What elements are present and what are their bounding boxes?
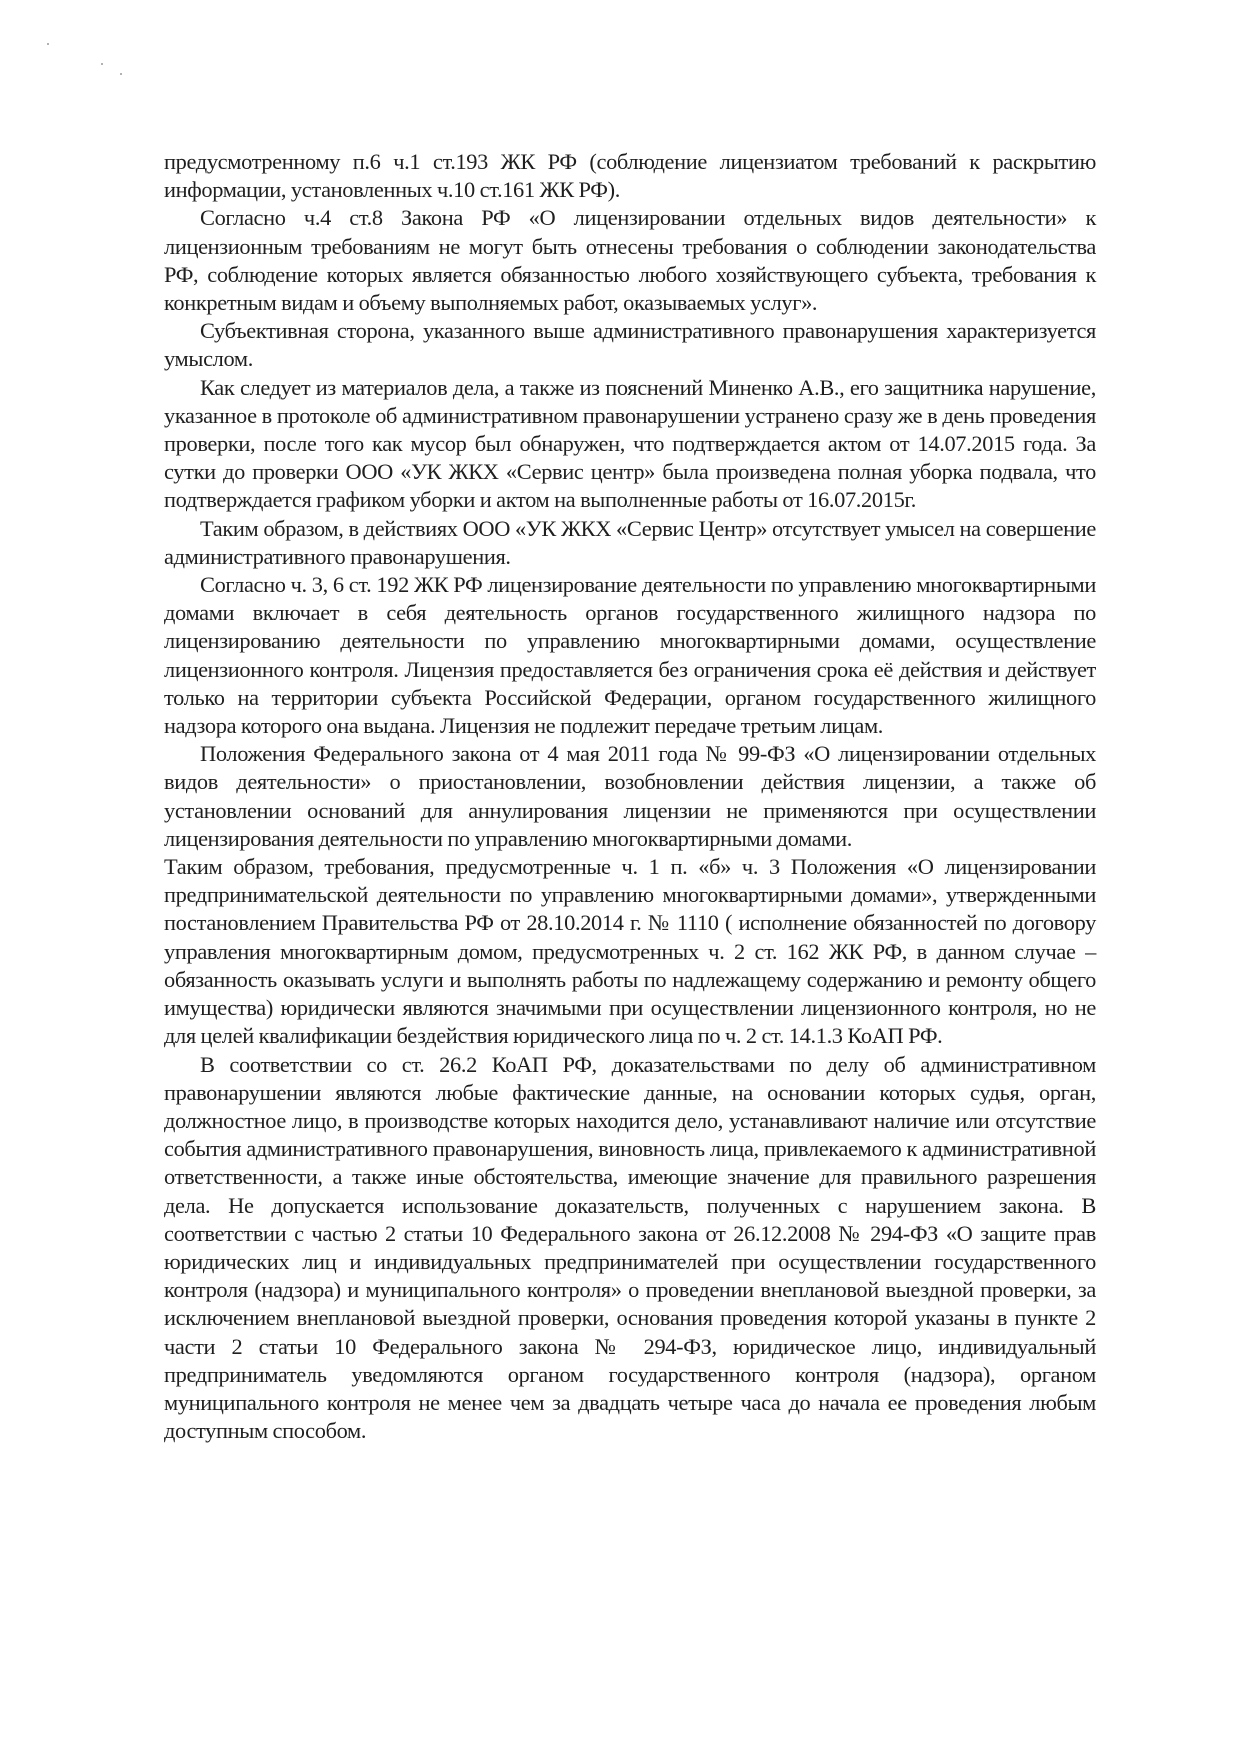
paragraph-2: Согласно ч.4 ст.8 Закона РФ «О лицензировании отдельных видов деятельности» к лицензионным требованиям не могут быть отнесены требования о соблюдении законодательства РФ, соблюдение которых является обязанностью любого хозяйствующего субъекта, требования к конкретным видам и объему выполняемых работ, оказываемых услуг». — [164, 205, 1096, 316]
paragraph-3: Субъективная сторона, указанного выше административного правонарушения характеризуется умыслом. — [164, 318, 1096, 372]
scan-speck — [101, 63, 103, 65]
paragraph-6: Согласно ч. 3, 6 ст. 192 ЖК РФ лицензирование деятельности по управлению многоквартирными домами включает в себя деятельность органов государственного жилищного надзора по лицензированию деятельности по управлению многоквартирными домами, осуществление лицензионного контроля. Лицензия предоставляется без ограничения срока её действия и действует только на территории субъекта Российской Федерации, органом государственного жилищного надзора которого она выдана. Лицензия не подлежит передаче третьим лицам. — [164, 572, 1096, 739]
scan-speck — [47, 43, 49, 45]
document-page — [164, 148, 1096, 1445]
paragraph-9: В соответствии со ст. 26.2 КоАП РФ, доказательствами по делу об административном правонарушении являются любые фактические данные, на основании которых судья, орган, должностное лицо, в производстве которых находится дело, устанавливают наличие или отсутствие события административного правонарушения, виновность лица, привлекаемого к административной ответственности, а также иные обстоятельства, имеющие значение для правильного разрешения дела. Не допускается использование доказательств, полученных с нарушением закона. В соответствии с частью 2 статьи 10 Федерального закона от 26.12.2008 № 294-ФЗ «О защите прав юридических лиц и индивидуальных предпринимателей при осуществлении государственного контроля (надзора) и муниципального контроля» о проведении внеплановой выездной проверки, за исключением внеплановой выездной проверки, основания проведения которой указаны в пункте 2 части 2 статьи 10 Федерального закона № 294-ФЗ, юридическое лицо, индивидуальный предприниматель уведомляются органом государственного контроля (надзора), органом муниципального контроля не менее чем за двадцать четыре часа до начала ее проведения любым доступным способом. — [164, 1051, 1096, 1444]
paragraph-8: Таким образом, требования, предусмотренные ч. 1 п. «б» ч. 3 Положения «О лицензировании предпринимательской деятельности по управлению многоквартирными домами», утвержденными постановлением Правительства РФ от 28.10.2014 г. № 1110 ( исполнение обязанностей по договору управления многоквартирным домом, предусмотренных ч. 2 ст. 162 ЖК РФ, в данном случае – обязанность оказывать услуги и выполнять работы по надлежащему содержанию и ремонту общего имущества) юридически являются значимыми при осуществлении лицензионного контроля, но не для целей квалификации бездействия юридического лица по ч. 2 ст. 14.1.3 КоАП РФ. — [164, 854, 1096, 1049]
paragraph-7: Положения Федерального закона от 4 мая 2011 года № 99-ФЗ «О лицензировании отдельных видов деятельности» о приостановлении, возобновлении действия лицензии, а также об установлении оснований для аннулирования лицензии не применяются при осуществлении лицензирования деятельности по управлению многоквартирными домами. — [164, 741, 1096, 851]
paragraph-5: Таким образом, в действиях ООО «УК ЖКХ «Сервис Центр» отсутствует умысел на совершение административного правонарушения. — [164, 515, 1096, 569]
paragraph-4: Как следует из материалов дела, а также из пояснений Миненко А.В., его защитника нарушение, указанное в протоколе об административном правонарушении устранено сразу же в день проведения проверки, после того как мусор был обнаружен, что подтверждается актом от 14.07.2015 года. За сутки до проверки ООО «УК ЖКХ «Сервис центр» была произведена полная уборка подвала, что подтверждается графиком уборки и актом на выполненные работы от 16.07.2015г. — [164, 374, 1096, 513]
scan-speck — [120, 73, 122, 75]
paragraph-1: предусмотренному п.6 ч.1 ст.193 ЖК РФ (соблюдение лицензиатом требований к раскрытию информации, установленных ч.10 ст.161 ЖК РФ). — [164, 149, 1096, 203]
